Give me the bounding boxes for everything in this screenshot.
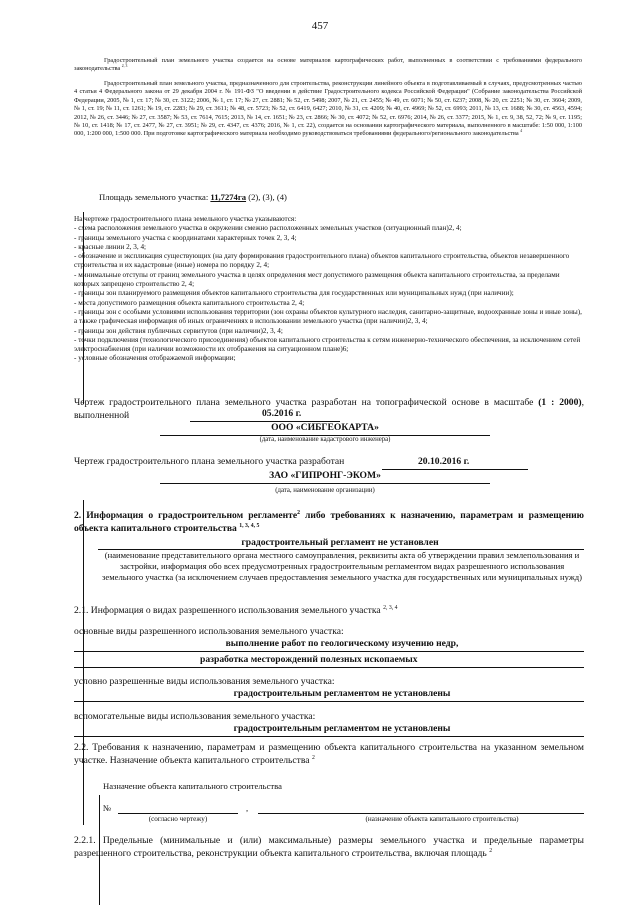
topo-org: ООО «СИБГЕОКАРТА» <box>271 422 379 433</box>
main-uses-label: основные виды разрешенного использования земельного участка: <box>74 626 344 637</box>
list-item: - схема расположения земельного участка в окружении смежно расположенных земельных участков (ситуационный план)2, 4; <box>74 224 462 233</box>
section-2-caption: (наименование представительного органа местного самоуправления, реквизиты акта об утверждении правил землепользования и застройки, информация обо всех предусмотренных градостроительным регламентом видах разрешенного использования земельного участка (за исключением случаев предоставления земельного участка для государственных или муниципальных нужд) <box>101 550 583 582</box>
developer-org-line <box>160 483 490 484</box>
section-2-title: 2. Информация о градостроительном регламенте$^2$ либо требованиях к назначению, параметрам и размещению объекта капитального строительства $^{1, 3, 4, 5}$ <box>74 509 584 534</box>
developer-date: 20.10.2016 г. <box>418 456 470 467</box>
list-item: - обозначение и экспликация существующих (на дату формирования градостроительного плана) объектов капитального строительства, объектов незавершенного строительства и их кадастровые (иные) номера по порядку 2, 4; <box>74 252 570 270</box>
developer-caption: (дата, наименование организации) <box>275 487 375 494</box>
conditional-uses-line <box>74 701 584 702</box>
list-item: - границы зон действия публичных сервитутов (при наличии)2, 3, 4; <box>74 326 283 335</box>
intro-paragraph-1: Градостроительный план земельного участка создается на основе материалов картографических работ, выполненных в соответствии с требованиями федерального законодательства $^{2, 3}$ <box>74 57 582 73</box>
section-21-title: 2.1. Информация о видах разрешенного использования земельного участка $^{2, 3, 4}$ <box>74 604 398 616</box>
drawing-list-heading: На чертеже градостроительного плана земельного участка указываются: <box>74 215 297 223</box>
list-item: - точки подключения (технологического присоединения) объектов капитального строительства к сетям инженерно-технического обеспечения, за исключением сетей электроснабжения (при наличии возможности их отображения на ситуационном плане)6; <box>74 335 581 354</box>
list-item: - границы зон с особыми условиями использования территории (зон охраны объектов культурного наследия, санитарно-защитные, водоохранные зоны и иные зоны), а также графическая информация об иных ограничениях в использовании земельного участка (при наличии)2, 3, 4; <box>74 307 582 326</box>
developer-text: Чертеж градостроительного плана земельного участка разработан <box>74 456 345 467</box>
number-sign: № <box>103 803 112 813</box>
auxiliary-uses-label: вспомогательные виды использования земельного участка: <box>74 711 316 722</box>
auxiliary-uses-value: градостроительным регламентом не установлены <box>233 723 451 734</box>
main-use-2: разработка месторождений полезных ископаемых <box>200 654 418 665</box>
developer-org: ЗАО «ГИПРОНГ-ЭКОМ» <box>269 470 381 481</box>
main-use-1-line <box>74 651 584 652</box>
caption-drawing: (согласно чертежу) <box>148 815 208 823</box>
area-value: 11,7274га <box>210 192 247 202</box>
number-line <box>118 813 238 814</box>
list-item: - границы земельного участка с координатами характерных точек 2, 3, 4; <box>74 233 297 242</box>
section-22-text: 2.2. Требования к назначению, параметрам и размещению объекта капитального строительства на указанном земельном участке. Назначение объекта капитального строительства $^2$ <box>74 742 584 766</box>
conditional-uses-label: условно разрешенные виды использования земельного участка: <box>74 676 335 687</box>
list-item: - места допустимого размещения объекта капитального строительства 2, 4; <box>74 298 305 307</box>
list-item: - границы зон планируемого размещения объектов капитального строительства для государственных или муниципальных нужд (при наличии); <box>74 289 514 298</box>
caption-purpose: (назначение объекта капитального строительства) <box>365 815 519 823</box>
purpose-label: Назначение объекта капитального строительства <box>103 781 282 791</box>
page-number: 457 <box>311 20 329 32</box>
purpose-line <box>258 813 584 814</box>
main-use-1: выполнение работ по геологическому изучению недр, <box>225 638 459 649</box>
auxiliary-uses-line <box>74 736 584 737</box>
list-item: - красные линии 2, 3, 4; <box>74 242 147 251</box>
topo-date: 05.2016 г. <box>262 408 302 419</box>
list-item: - условные обозначения отображаемой информации; <box>74 354 236 363</box>
conditional-uses-value: градостроительным регламентом не установлены <box>233 688 451 699</box>
topo-caption: (дата, наименование кадастрового инженера) <box>259 436 391 443</box>
section-221-text: 2.2.1. Предельные (минимальные и (или) максимальные) размеры земельного участка и предельные параметры разрешенного строительства, реконструкции объекта капитального строительства, включая площадь $^2$ <box>74 835 584 859</box>
intro-paragraph-2: Градостроительный план земельного участка, предназначенного для строительства, реконструкции линейного объекта в подготавливаемый в случаях, предусмотренных частью 4 статьи 4 Федерального закона от 29 декабря 2004 г. № 191-ФЗ "О введении в действие Градостроительного кодекса Российской Федерации" (Собрание законодательства Российской Федерации, 2005, № 1, ст. 17; № 30, ст. 3122; 2006, № 1, ст. 17; № 27, ст. 2881; № 52, ст. 5498; 2007, № 21, ст. 2455; № 49, ст. 6071; № 50, ст. 6237; 2008, № 20, ст. 2251; № 30, ст. 3604; 2009, № 1, ст. 19; № 11, ст. 1261; № 19, ст. 2283; № 29, ст. 3611; № 48, ст. 5723; № 52, ст. 6419, 6427; 2010, № 31, ст. 4209; № 40, ст. 4969; № 52, ст. 6993; 2011, № 13, ст. 1688; № 30, ст. 4563, 4594; 2012, № 26, ст. 3446; № 27, ст. 3587; № 53, ст. 7614, 7615; 2013, № 14, ст. 1651; № 23, ст. 2866; № 30, ст. 4072; № 52, ст. 6976; 2014, № 26, ст. 3377; 2015, № 1, ст. 9, 38, 52, 72; № 9, ст. 1195; № 10, ст. 1418; № 17, ст. 2477, № 27, ст. 3951; № 29, ст. 4347, ст. 4376; 2016, № 1, ст. 22), создается на основании картографического материала, выполненного в масштабе: 1:50 000, 1:100 000, 1:200 000, 1:500 000. При подготовке картографического материала необходимо руководствоваться требованиями федерального/регионального законодательства $^4$ <box>74 80 582 138</box>
margin-line-2 <box>83 500 84 825</box>
drawing-list <box>74 215 584 364</box>
topo-paragraph: Чертеж градостроительного плана земельного участка разработан на топографической основе в масштабе (1 : 2000), выполненной <box>74 397 584 421</box>
main-use-2-line <box>74 667 584 668</box>
area-line: Площадь земельного участка: 11,7274га (2), (3), (4) <box>99 192 287 202</box>
comma: , <box>246 803 249 813</box>
section-2-value: градостроительный регламент не установлен <box>241 537 439 548</box>
list-item: - минимальные отступы от границ земельного участка в целях определения мест допустимого размещения объекта капитального строительства, за пределами которых запрещено строительство 2, 4; <box>74 270 560 289</box>
